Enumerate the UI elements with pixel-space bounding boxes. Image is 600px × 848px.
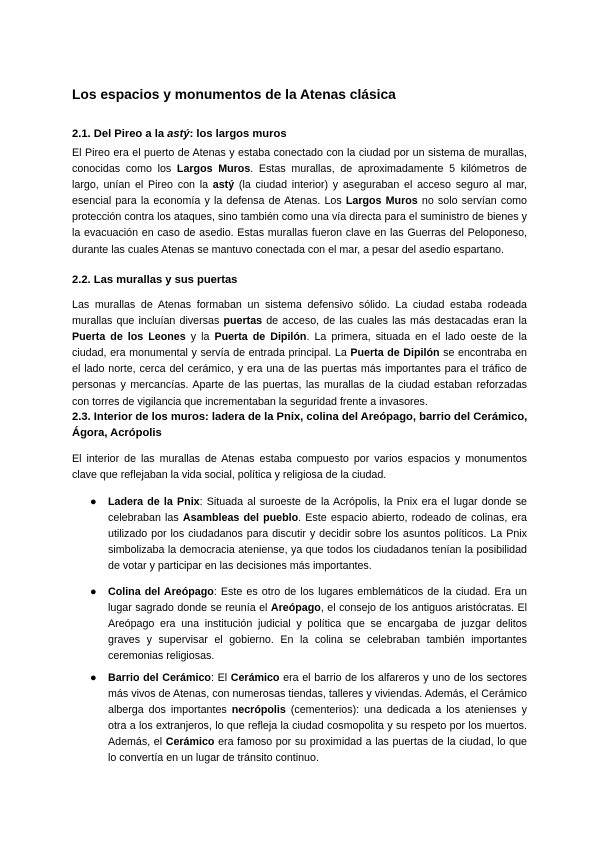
bullet-icon: ● xyxy=(90,586,97,598)
bold-term: Cerámico xyxy=(165,736,215,749)
section-heading-largos-muros xyxy=(72,126,532,142)
paragraph-text: . Estas murallas, de aproximadamente 5 kilómetros de largo, unían el Pireo con la xyxy=(72,163,527,192)
list-item-ceramico xyxy=(108,670,527,767)
bold-term: necrópolis xyxy=(231,704,286,717)
heading-text: 2.1. Del Pireo a la xyxy=(72,128,168,140)
bold-term: Barrio del Cerámico xyxy=(108,672,211,684)
heading-emphasis: astý xyxy=(167,128,190,140)
bullet-icon: ● xyxy=(90,496,97,508)
heading-text: : los largos muros xyxy=(189,128,287,140)
item-text: era famoso por su proximidad a las puertas de la ciudad, lo que lo convertía en un lugar de tránsito continuo. xyxy=(108,736,527,765)
paragraph-interior-intro: El interior de las murallas de Atenas estaba compuesto por varios espacios y monumentos clave que reflejaban la vida social, política y religiosa de la ciudad. xyxy=(72,453,527,482)
item-text: : Situada al suroeste de la Acrópolis, la Pnix era el lugar donde se celebraban las xyxy=(108,496,527,525)
bold-term: Colina del Areópago xyxy=(108,586,214,598)
paragraph-text: (la ciudad interior) y aseguraban el acceso seguro al mar, esencial para la economía y la defensa de Atenas. Los xyxy=(72,179,527,208)
paragraph-text: Las murallas de Atenas formaban un sistema defensivo sólido. La ciudad estaba rodeada murallas que incluían diversas xyxy=(72,299,527,328)
paragraph-text: de acceso, de las cuales las más destacadas eran la xyxy=(262,315,527,328)
document-title: Los espacios y monumentos de la Atenas clásica xyxy=(72,87,396,102)
bold-term: Asambleas del pueblo xyxy=(182,512,299,525)
item-text: era el barrio de los alfareros y uno de los sectores más vivos de Atenas, con numerosas tiendas, talleres y viviendas. Además, el Cerámico alberga dos importantes xyxy=(108,672,528,717)
paragraph-text: se encontraba en el lado norte, cerca del cerámico, y era una de las puertas más importantes para el tráfico de personas y mercancías. Aparte de las puertas, las murallas de la ciudad estaban reforzadas con torres de vigilancia que incrementaban la seguridad frente a invasores. xyxy=(72,347,527,408)
bold-term: Puerta de Dipilón xyxy=(350,347,440,360)
paragraph-text: . La primera, situada en el lado oeste de la ciudad, era monumental y servía de entrada principal. La xyxy=(72,331,527,360)
section-heading-interior: 2.3. Interior de los muros: ladera de la Pnix, colina del Areópago, barrio del Cerámico, Ágora, Acrópolis xyxy=(72,411,528,439)
item-text: , el consejo de los antiguos aristócratas. El Areópago era una institución judicial y política que se encargaba de juzgar delitos graves y supervisar el gobierno. En la colina se celebraban también importantes ceremonias religiosas. xyxy=(108,602,527,663)
item-text: . Este espacio abierto, rodeado de colinas, era utilizado por los ciudadanos para discutir y decidir sobre los asuntos políticos. La Pnix simbolizaba la democracia ateniense, ya que todos los ciudadanos tenían la posibilidad de votar y participar en las decisiones más importantes. xyxy=(108,512,527,573)
bold-term: Puerta de los Leones xyxy=(72,331,186,344)
paragraph-text: El Pireo era el puerto de Atenas y estaba conectado con la ciudad por un sistema de murallas, conocidas como los xyxy=(72,147,527,176)
bold-term: Ladera de la Pnix xyxy=(108,496,200,508)
bold-term: Largos Muros xyxy=(176,163,251,176)
item-text: (cementerios): una dedicada a los atenienses y otra a los extranjeros, lo que refleja la ciudad cosmopolita y su respeto por los muertos. Además, el xyxy=(108,704,527,749)
bold-term: Cerámico xyxy=(230,672,280,684)
paragraph-text: y la xyxy=(185,331,215,344)
bold-term: Areópago xyxy=(270,602,321,615)
item-text: : El xyxy=(210,672,231,684)
paragraph-text: no solo servían como protección contra los ataques, sino también como una vía directa para el suministro de bienes y la evacuación en caso de asedio. Estas murallas fueron clave en las Guerras del Peloponeso, durante las cuales Atenas se mantuvo conectada con el mar, a pesar del asedio espartano. xyxy=(72,195,528,256)
paragraph-largos-muros xyxy=(72,145,527,258)
bold-term: puertas xyxy=(223,315,263,328)
list-item-pnix xyxy=(108,494,527,574)
paragraph-murallas xyxy=(72,297,527,410)
bold-term: Puerta de Dipilón xyxy=(214,331,307,344)
section-heading-murallas: 2.2. Las murallas y sus puertas xyxy=(72,274,238,286)
bold-term: astý xyxy=(212,179,235,192)
bold-term: Largos Muros xyxy=(345,195,418,208)
item-text: : Este es otro de los lugares emblemáticos de la ciudad. Era un lugar sagrado donde se reunía el xyxy=(108,586,527,615)
bullet-icon: ● xyxy=(90,672,97,684)
list-item-areopago xyxy=(108,584,527,664)
